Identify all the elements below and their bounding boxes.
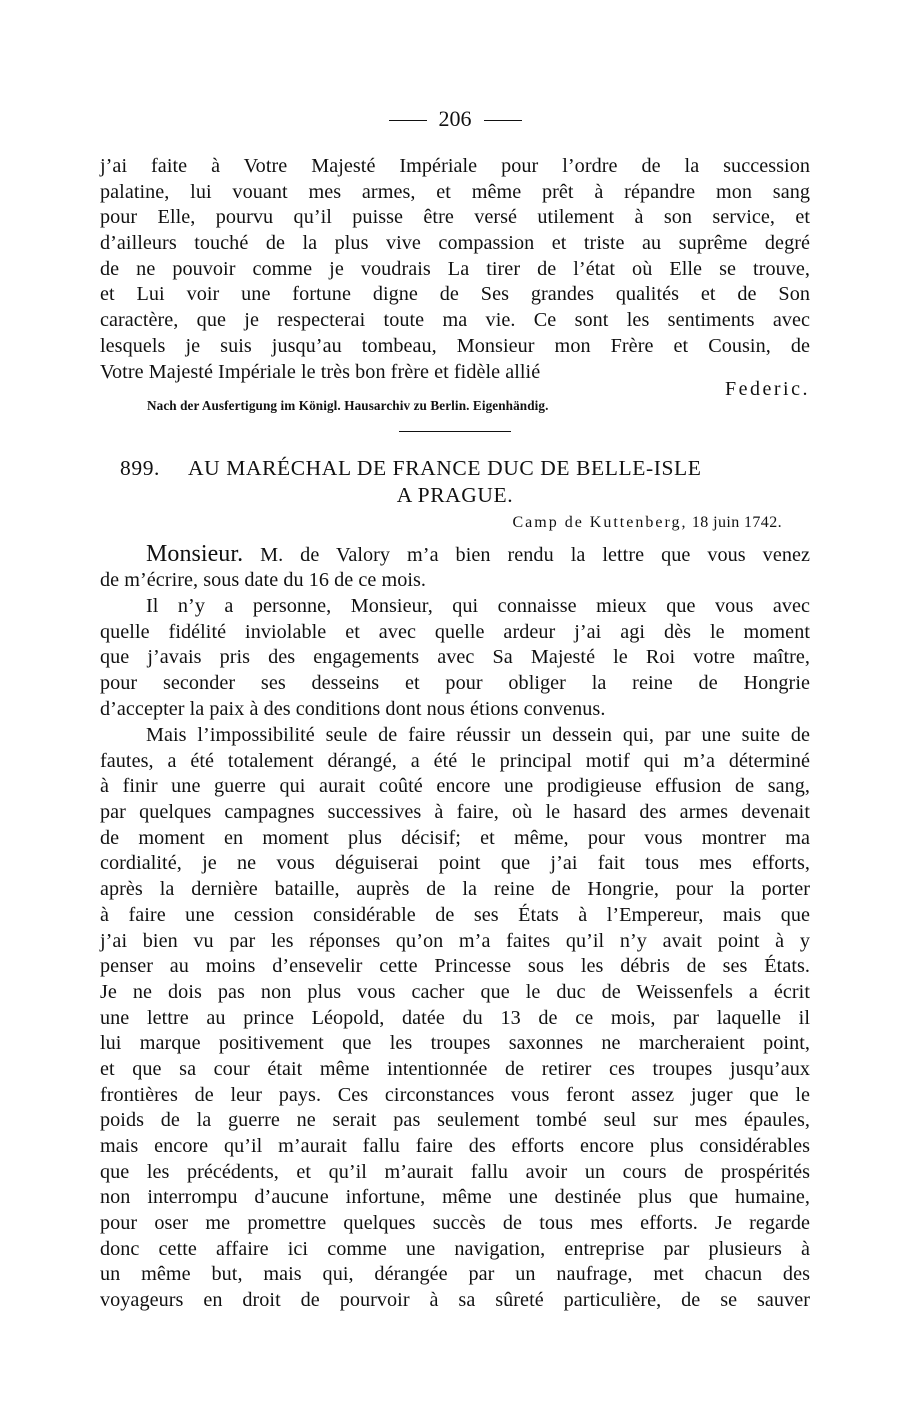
page-number-text: 206 — [438, 106, 472, 131]
text-line: lesquels je suis jusqu’au tombeau, Monsieur mon Frère et Cousin, de — [100, 334, 810, 357]
page-number-dash-left — [389, 120, 427, 121]
previous-letter-ending — [100, 154, 810, 385]
text-line: Votre Majesté Impériale le très bon frère et fidèle allié — [100, 360, 541, 383]
text-line: et Lui voir une fortune digne de Ses grandes qualités et de Son — [100, 283, 810, 306]
text-line: pour Elle, pourvu qu’il puisse être versé utilement à son service, et — [100, 206, 810, 229]
letter-date: 18 juin 1742. — [691, 514, 782, 531]
text-line: par quelques campagnes successives à faire, où le hasard des armes devenait — [100, 801, 810, 824]
text-line: lui marque positivement que les troupes saxonnes ne marcheraient point, — [100, 1032, 810, 1055]
text-line: à faire une cession considérable de ses États à l’Empereur, mais que — [100, 903, 810, 926]
text-line: penser au moins d’ensevelir cette Princesse sous les débris de ses États. — [100, 955, 810, 978]
section-divider — [399, 431, 511, 432]
source-note: Nach der Ausfertigung im Königl. Hausarchiv zu Berlin. Eigenhändig. — [147, 398, 549, 413]
paragraph-3 — [100, 723, 810, 1314]
text-line: à finir une guerre qui aurait coûté encore une prodigieuse effusion de sang, — [100, 775, 810, 798]
text-line: caractère, que je respecterai toute ma vie. Ce sont les sentiments avec — [100, 309, 810, 332]
text-line: de m’écrire, sous date du 16 de ce mois. — [100, 568, 427, 591]
text-line: fautes, a été totalement dérangé, a été le principal motif qui m’a déterminé — [100, 749, 810, 772]
text-line: pour oser me promettre quelques succès de tous mes efforts. Je regarde — [100, 1212, 810, 1235]
text-line: frontières de leur pays. Ces circonstances vous feront assez juger que le — [100, 1083, 810, 1106]
text-line: pour seconder ses desseins et pour obliger la reine de Hongrie — [100, 672, 810, 695]
text-line: quelle fidélité inviolable et avec quelle ardeur j’ai agi dès le moment — [100, 620, 810, 643]
text-line: d’accepter la paix à des conditions dont nous étions convenus. — [100, 697, 606, 720]
signature: Federic. — [725, 378, 810, 400]
text-line: après la dernière bataille, auprès de la reine de Hongrie, pour la porter — [100, 878, 810, 901]
page-number — [100, 104, 810, 134]
text-line: Il n’y a personne, Monsieur, qui connaisse mieux que vous avec — [146, 595, 810, 617]
text-line: que les précédents, et qu’il m’aurait fallu avoir un cours de prospérités — [100, 1160, 810, 1183]
letter-number: 899. — [120, 456, 161, 480]
text-line: et que sa cour était même intentionnée de retirer ces troupes jusqu’aux — [100, 1057, 810, 1080]
text-line: Mais l’impossibilité seule de faire réussir un dessein qui, par une suite de — [146, 724, 810, 746]
text-line: un même but, mais qui, dérangée par un naufrage, met chacun des — [100, 1263, 810, 1286]
text-line: cordialité, je ne vous déguiserai point que j’ai fait tous mes efforts, — [100, 852, 810, 875]
text-line: de ne pouvoir comme je voudrais La tirer de l’état où Elle se trouve, — [100, 257, 810, 280]
text-line: une lettre au prince Léopold, datée du 13 de ce mois, par laquelle il — [100, 1006, 810, 1029]
text-line: voyageurs en droit de pourvoir à sa sûreté particulière, de se sauver — [100, 1289, 810, 1312]
text-line: Monsieur. M. de Valory m’a bien rendu la lettre que vous venez — [146, 541, 810, 567]
letter-title-line-2: A PRAGUE. — [396, 483, 514, 507]
text-line: poids de la guerre ne serait pas seulement tombé seul sur mes épaules, — [100, 1109, 810, 1132]
text-line: mais encore qu’il m’aurait fallu faire des efforts encore plus considérables — [100, 1135, 810, 1157]
text-line: que j’avais pris des engagements avec Sa Majesté le Roi votre maître, — [100, 646, 810, 669]
text-line: j’ai faite à Votre Majesté Impériale pour l’ordre de la succession — [100, 155, 810, 177]
text-line: d’ailleurs touché de la plus vive compassion et triste au suprême degré — [100, 232, 810, 255]
text-line: Je ne dois pas non plus vous cacher que le duc de Weissenfels a écrit — [100, 980, 810, 1003]
text-line: donc cette affaire ici comme une navigation, entreprise par plusieurs à — [100, 1237, 810, 1260]
text-line: j’ai bien vu par les réponses qu’on m’a faites qu’il n’y avait point à y — [100, 929, 810, 952]
paragraph-1 — [100, 542, 810, 593]
text-line: de moment en moment plus décisif; et même, pour vous montrer ma — [100, 826, 810, 849]
letter-title-line-1: AU MARÉCHAL DE FRANCE DUC DE BELLE-ISLE — [188, 456, 702, 480]
salutation: Monsieur. — [146, 541, 244, 567]
letter-place: Camp de Kuttenberg, — [512, 514, 688, 531]
text-line: palatine, lui vouant mes armes, et même prêt à répandre mon sang — [100, 180, 810, 203]
page-number-dash-right — [484, 120, 522, 121]
paragraph-2 — [100, 594, 810, 722]
place-date — [512, 512, 782, 534]
text-line: non interrompu d’aucune infortune, même une destinée plus que humaine, — [100, 1186, 810, 1209]
